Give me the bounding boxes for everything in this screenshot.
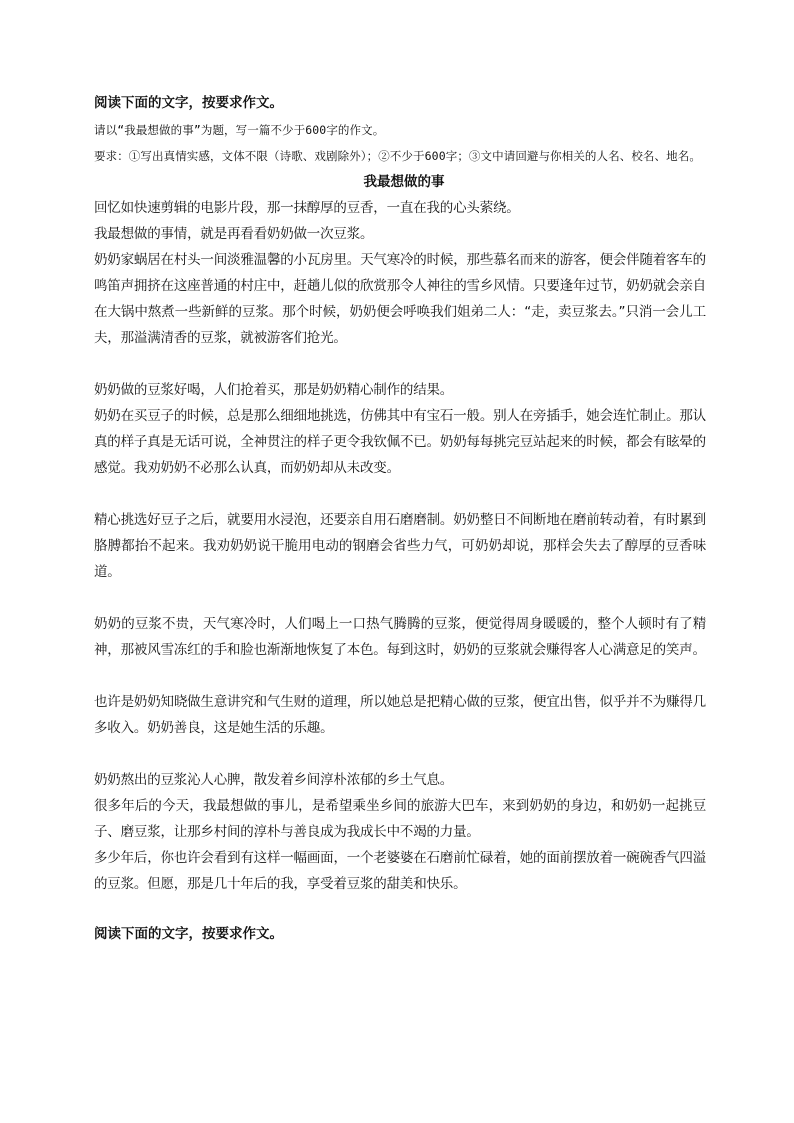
instruction-heading: 阅读下面的文字，按要求作文。 <box>94 95 283 111</box>
next-instruction-heading: 阅读下面的文字，按要求作文。 <box>94 926 283 942</box>
paragraph-gap <box>94 663 706 689</box>
essay-paragraph: 很多年后的今天，我最想做的事儿，是希望乘坐乡间的旅游大巴车，来到奶奶的身边，和奶奶一起挑豆子、磨豆浆，让那乡村间的淳朴与善良成为我成长中不竭的力量。 <box>94 798 706 840</box>
essay-paragraph: 我最想做的事情，就是再看看奶奶做一次豆浆。 <box>94 226 374 242</box>
paragraph-gap <box>94 585 706 611</box>
essay-paragraph: 多少年后，你也许会看到有这样一幅画面，一个老婆婆在石磨前忙碌着，她的面前摆放着一碗碗香气四溢的豆浆。但愿，那是几十年后的我，享受着豆浆的甜美和快乐。 <box>94 850 706 892</box>
essay-title: 我最想做的事 <box>363 174 445 190</box>
paragraph-gap <box>94 481 706 507</box>
essay-paragraph: 奶奶家蜗居在村头一间淡雅温馨的小瓦房里。天气寒冷的时候，那些慕名而来的游客，便会伴随着客车的鸣笛声拥挤在这座普通的村庄中，赶趟儿似的欣赏那令人神往的雪乡风情。只要逢年过节，奶奶就会亲自在大锅中熬煮一些新鲜的豆浆。那个时候，奶奶便会呼唤我们姐弟二人：“走，卖豆浆去。”只消一会儿工夫，那溢满清香的豆浆，就被游客们抢光。 <box>94 252 706 346</box>
essay-paragraph: 奶奶熬出的豆浆沁人心脾，散发着乡间淳朴浓郁的乡土气息。 <box>94 772 454 788</box>
essay-paragraph: 奶奶做的豆浆好喝，人们抢着买，那是奶奶精心制作的结果。 <box>94 382 454 398</box>
essay-paragraph: 也许是奶奶知晓做生意讲究和气生财的道理，所以她总是把精心做的豆浆，便宜出售，似乎并不为赚得几多收入。奶奶善良，这是她生活的乐趣。 <box>94 694 706 736</box>
paragraph-gap <box>94 741 706 767</box>
paragraph-gap <box>94 897 706 923</box>
essay-paragraph: 奶奶在买豆子的时候，总是那么细细地挑选，仿佛其中有宝石一般。别人在旁插手，她会连忙制止。那认真的样子真是无话可说，全神贯注的样子更令我钦佩不已。奶奶每每挑完豆站起来的时候，都会有眩晕的感觉。我劝奶奶不必那么认真，而奶奶却从未改变。 <box>94 408 706 476</box>
essay-paragraph: 精心挑选好豆子之后，就要用水浸泡，还要亲自用石磨磨制。奶奶整日不间断地在磨前转动着，有时累到胳膊都抬不起来。我劝奶奶说干脆用电动的钢磨会省些力气，可奶奶却说，那样会失去了醇厚的豆香味道。 <box>94 512 706 580</box>
prompt-line: 请以“我最想做的事”为题，写一篇不少于600字的作文。 <box>94 123 385 137</box>
essay-paragraph: 回忆如快速剪辑的电影片段，那一抹醇厚的豆香，一直在我的心头萦绕。 <box>94 200 520 216</box>
essay-paragraph: 奶奶的豆浆不贵，天气寒冷时，人们喝上一口热气腾腾的豆浆，便觉得周身暖暖的，整个人顿时有了精神，那被风雪冻红的手和脸也渐渐地恢复了本色。每到这时，奶奶的豆浆就会赚得客人心满意足的笑声。 <box>94 616 706 658</box>
document-page <box>94 92 706 946</box>
requirements-text: 要求：①写出真情实感，文体不限（诗歌、戏剧除外）；②不少于600字；③文中请回避与你相关的人名、校名、地名。 <box>94 149 701 163</box>
paragraph-gap <box>94 351 706 377</box>
